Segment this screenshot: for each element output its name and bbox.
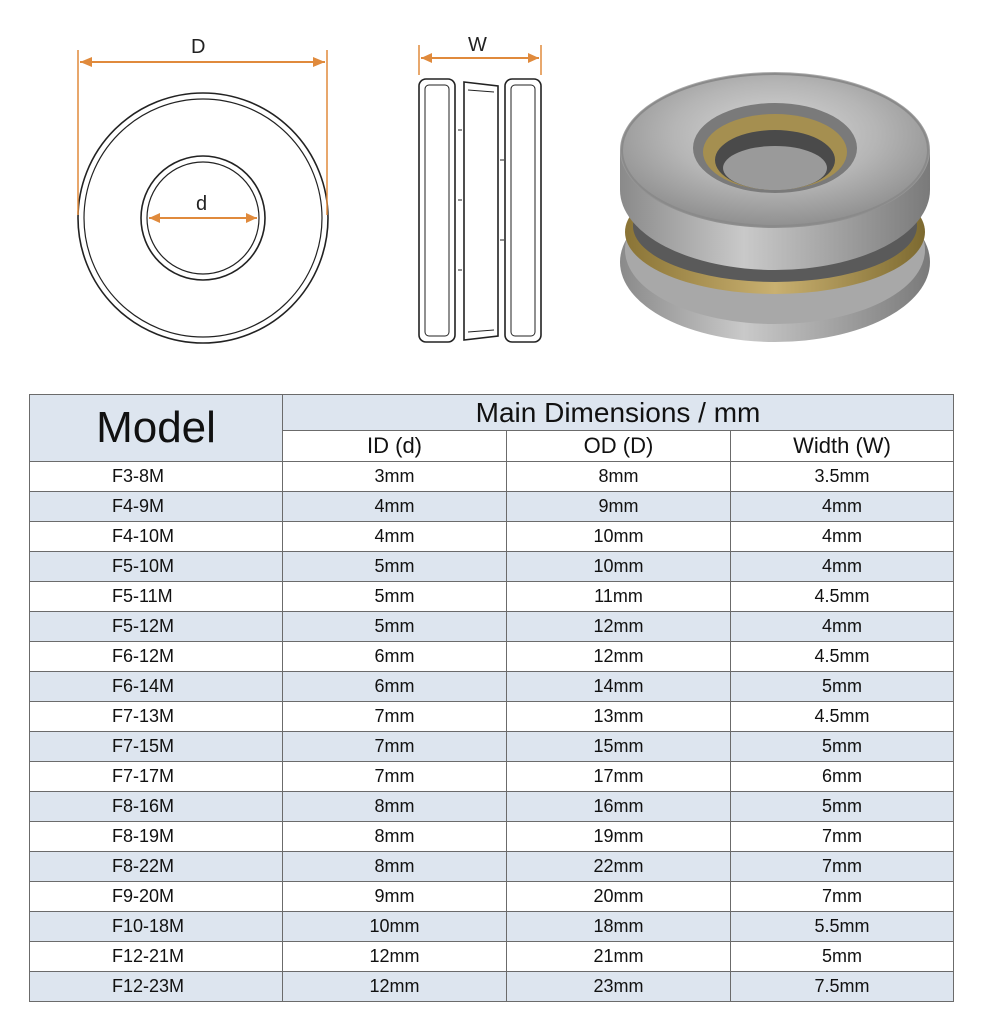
id-cell: 7mm xyxy=(283,732,507,762)
id-cell: 10mm xyxy=(283,912,507,942)
od-cell: 16mm xyxy=(507,792,731,822)
width-cell: 7.5mm xyxy=(731,972,954,1002)
width-cell: 3.5mm xyxy=(731,462,954,492)
model-cell: F9-20M xyxy=(30,882,283,912)
model-cell: F5-10M xyxy=(30,552,283,582)
od-column-header: OD (D) xyxy=(507,431,731,462)
od-cell: 18mm xyxy=(507,912,731,942)
id-cell: 5mm xyxy=(283,612,507,642)
outer-diameter-label: D xyxy=(191,36,206,58)
width-cell: 4mm xyxy=(731,612,954,642)
dimensions-table xyxy=(29,394,954,1002)
id-cell: 4mm xyxy=(283,492,507,522)
width-cell: 4mm xyxy=(731,522,954,552)
width-cell: 5.5mm xyxy=(731,912,954,942)
table-row xyxy=(30,762,954,792)
model-cell: F10-18M xyxy=(30,912,283,942)
od-cell: 10mm xyxy=(507,522,731,552)
id-cell: 4mm xyxy=(283,522,507,552)
table-row xyxy=(30,462,954,492)
id-cell: 5mm xyxy=(283,582,507,612)
model-cell: F3-8M xyxy=(30,462,283,492)
bearing-drawing xyxy=(0,0,982,380)
od-cell: 13mm xyxy=(507,702,731,732)
id-cell: 12mm xyxy=(283,972,507,1002)
width-label: W xyxy=(468,34,487,56)
bearing-photo xyxy=(620,72,930,342)
width-cell: 4.5mm xyxy=(731,702,954,732)
inner-diameter-label: d xyxy=(196,193,208,215)
model-cell: F7-17M xyxy=(30,762,283,792)
table-row xyxy=(30,852,954,882)
od-cell: 15mm xyxy=(507,732,731,762)
id-cell: 8mm xyxy=(283,792,507,822)
model-cell: F8-22M xyxy=(30,852,283,882)
model-cell: F12-23M xyxy=(30,972,283,1002)
model-cell: F4-10M xyxy=(30,522,283,552)
model-cell: F4-9M xyxy=(30,492,283,522)
od-cell: 23mm xyxy=(507,972,731,1002)
width-cell: 5mm xyxy=(731,942,954,972)
model-cell: F12-21M xyxy=(30,942,283,972)
id-cell: 12mm xyxy=(283,942,507,972)
od-cell: 17mm xyxy=(507,762,731,792)
od-cell: 22mm xyxy=(507,852,731,882)
table-row xyxy=(30,912,954,942)
width-cell: 4.5mm xyxy=(731,582,954,612)
od-cell: 12mm xyxy=(507,642,731,672)
table-row xyxy=(30,732,954,762)
table-row xyxy=(30,642,954,672)
id-cell: 7mm xyxy=(283,762,507,792)
od-cell: 10mm xyxy=(507,552,731,582)
width-cell: 6mm xyxy=(731,762,954,792)
width-cell: 5mm xyxy=(731,672,954,702)
id-cell: 8mm xyxy=(283,822,507,852)
od-cell: 8mm xyxy=(507,462,731,492)
od-cell: 14mm xyxy=(507,672,731,702)
table-row xyxy=(30,552,954,582)
bearing-diagrams xyxy=(0,0,982,380)
model-cell: F5-11M xyxy=(30,582,283,612)
id-column-header: ID (d) xyxy=(283,431,507,462)
od-cell: 12mm xyxy=(507,612,731,642)
side-view xyxy=(419,45,541,342)
id-cell: 9mm xyxy=(283,882,507,912)
table-row xyxy=(30,792,954,822)
od-cell: 9mm xyxy=(507,492,731,522)
width-cell: 7mm xyxy=(731,882,954,912)
width-cell: 4mm xyxy=(731,552,954,582)
table-row xyxy=(30,672,954,702)
od-cell: 21mm xyxy=(507,942,731,972)
model-cell: F8-19M xyxy=(30,822,283,852)
od-cell: 20mm xyxy=(507,882,731,912)
table-row xyxy=(30,582,954,612)
model-cell: F5-12M xyxy=(30,612,283,642)
table-row xyxy=(30,522,954,552)
table-row xyxy=(30,882,954,912)
width-column-header: Width (W) xyxy=(731,431,954,462)
table-row xyxy=(30,702,954,732)
table-row xyxy=(30,612,954,642)
od-cell: 19mm xyxy=(507,822,731,852)
id-cell: 3mm xyxy=(283,462,507,492)
id-cell: 8mm xyxy=(283,852,507,882)
table-row xyxy=(30,822,954,852)
model-cell: F7-13M xyxy=(30,702,283,732)
width-cell: 7mm xyxy=(731,852,954,882)
od-cell: 11mm xyxy=(507,582,731,612)
main-dimensions-header: Main Dimensions / mm xyxy=(283,395,954,431)
width-cell: 5mm xyxy=(731,732,954,762)
id-cell: 7mm xyxy=(283,702,507,732)
table-row xyxy=(30,972,954,1002)
width-cell: 4.5mm xyxy=(731,642,954,672)
table-row xyxy=(30,492,954,522)
width-cell: 5mm xyxy=(731,792,954,822)
model-cell: F8-16M xyxy=(30,792,283,822)
table-row xyxy=(30,942,954,972)
model-header: Model xyxy=(30,395,283,462)
width-cell: 4mm xyxy=(731,492,954,522)
model-cell: F7-15M xyxy=(30,732,283,762)
model-cell: F6-14M xyxy=(30,672,283,702)
width-cell: 7mm xyxy=(731,822,954,852)
id-cell: 6mm xyxy=(283,642,507,672)
id-cell: 5mm xyxy=(283,552,507,582)
id-cell: 6mm xyxy=(283,672,507,702)
model-cell: F6-12M xyxy=(30,642,283,672)
